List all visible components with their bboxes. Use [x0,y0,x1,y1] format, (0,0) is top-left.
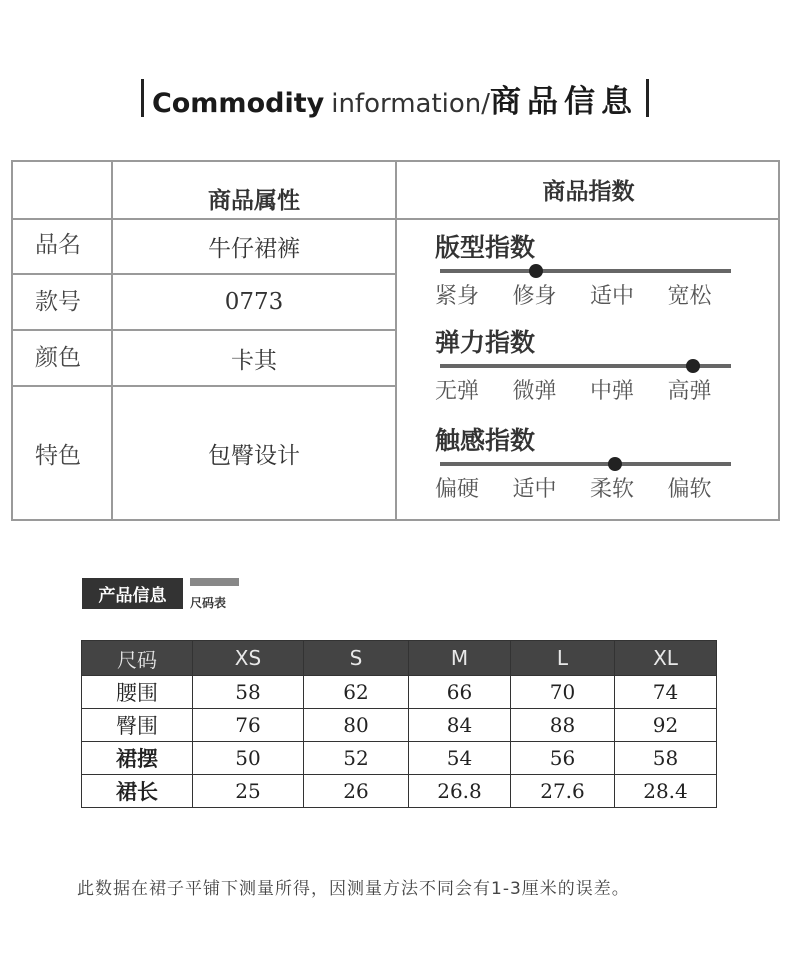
size-header-cell: M [409,641,511,676]
header-right-bar [646,79,649,117]
measurement-note: 此数据在裙子平铺下测量所得，因测量方法不同会有1-3厘米的误差。 [77,879,630,899]
index-header: 商品指数 [542,178,635,205]
index-marker [608,457,622,471]
index-label: 适中 [512,477,557,502]
index-track [440,462,731,466]
header-title-bold: Commodity [151,87,325,119]
index-label: 宽松 [667,284,712,309]
table-cell: 70 [511,676,615,709]
index-label: 偏硬 [435,477,480,502]
header-title [144,76,646,121]
size-header-cell: XS [193,641,304,676]
attr-value-name: 牛仔裙裤 [208,236,300,262]
table-row [82,676,717,709]
page-header [0,74,790,122]
attr-value-feature: 包臀设计 [208,442,300,469]
table-cell: 92 [615,709,717,742]
size-table [81,640,717,808]
table-cell: 62 [304,676,409,709]
table-cell: 26 [304,775,409,808]
product-info-tab: 产品信息 [82,578,183,609]
table-cell: 58 [193,676,304,709]
size-header-cell: L [511,641,615,676]
index-marker [529,264,543,278]
index-label: 无弹 [435,379,480,404]
row-label: 裙摆 [82,742,193,775]
table-cell: 88 [511,709,615,742]
index-label: 微弹 [512,379,557,404]
row-label: 裙长 [82,775,193,808]
attr-value-style-no: 0773 [224,289,284,315]
table-cell: 80 [304,709,409,742]
row-label: 腰围 [82,676,193,709]
attr-label-name: 品名 [35,232,81,258]
index-title: 触感指数 [435,426,536,455]
table-cell: 58 [615,742,717,775]
size-header-cell: XL [615,641,717,676]
index-label: 紧身 [435,284,480,309]
size-table-header [82,641,717,676]
header-title-light: information/ [331,88,491,119]
index-touch [435,424,745,503]
row-label: 臀围 [82,709,193,742]
attr-value-color: 卡其 [231,347,277,374]
attr-label-style-no: 款号 [35,288,81,315]
attr-label-feature: 特色 [35,442,81,469]
table-cell: 56 [511,742,615,775]
index-label: 适中 [590,284,635,309]
header-title-cn: 商品信息 [490,83,639,120]
size-header-cell: 尺码 [82,641,193,676]
table-cell: 84 [409,709,511,742]
table-row [82,742,717,775]
index-title: 弹力指数 [435,328,536,357]
index-label: 修身 [512,284,557,309]
index-title: 版型指数 [435,233,536,262]
attr-label-color: 颜色 [35,344,81,371]
table-cell: 52 [304,742,409,775]
index-track [440,269,731,273]
table-cell: 54 [409,742,511,775]
index-label: 高弹 [667,379,712,404]
index-label: 中弹 [590,379,635,404]
table-cell: 66 [409,676,511,709]
index-label: 偏软 [667,477,712,502]
table-cell: 27.6 [511,775,615,808]
table-row [82,775,717,808]
attribute-header: 商品属性 [208,187,300,214]
index-label: 柔软 [590,477,635,502]
index-fit [435,231,745,310]
table-cell: 26.8 [409,775,511,808]
table-cell: 50 [193,742,304,775]
index-track [440,364,731,368]
table-cell: 25 [193,775,304,808]
size-chart-bar [190,578,239,586]
table-cell: 28.4 [615,775,717,808]
table-row [82,709,717,742]
table-cell: 74 [615,676,717,709]
index-marker [686,359,700,373]
size-chart-label: 尺码表 [190,596,227,610]
table-cell: 76 [193,709,304,742]
index-elasticity [435,326,745,405]
size-header-cell: S [304,641,409,676]
